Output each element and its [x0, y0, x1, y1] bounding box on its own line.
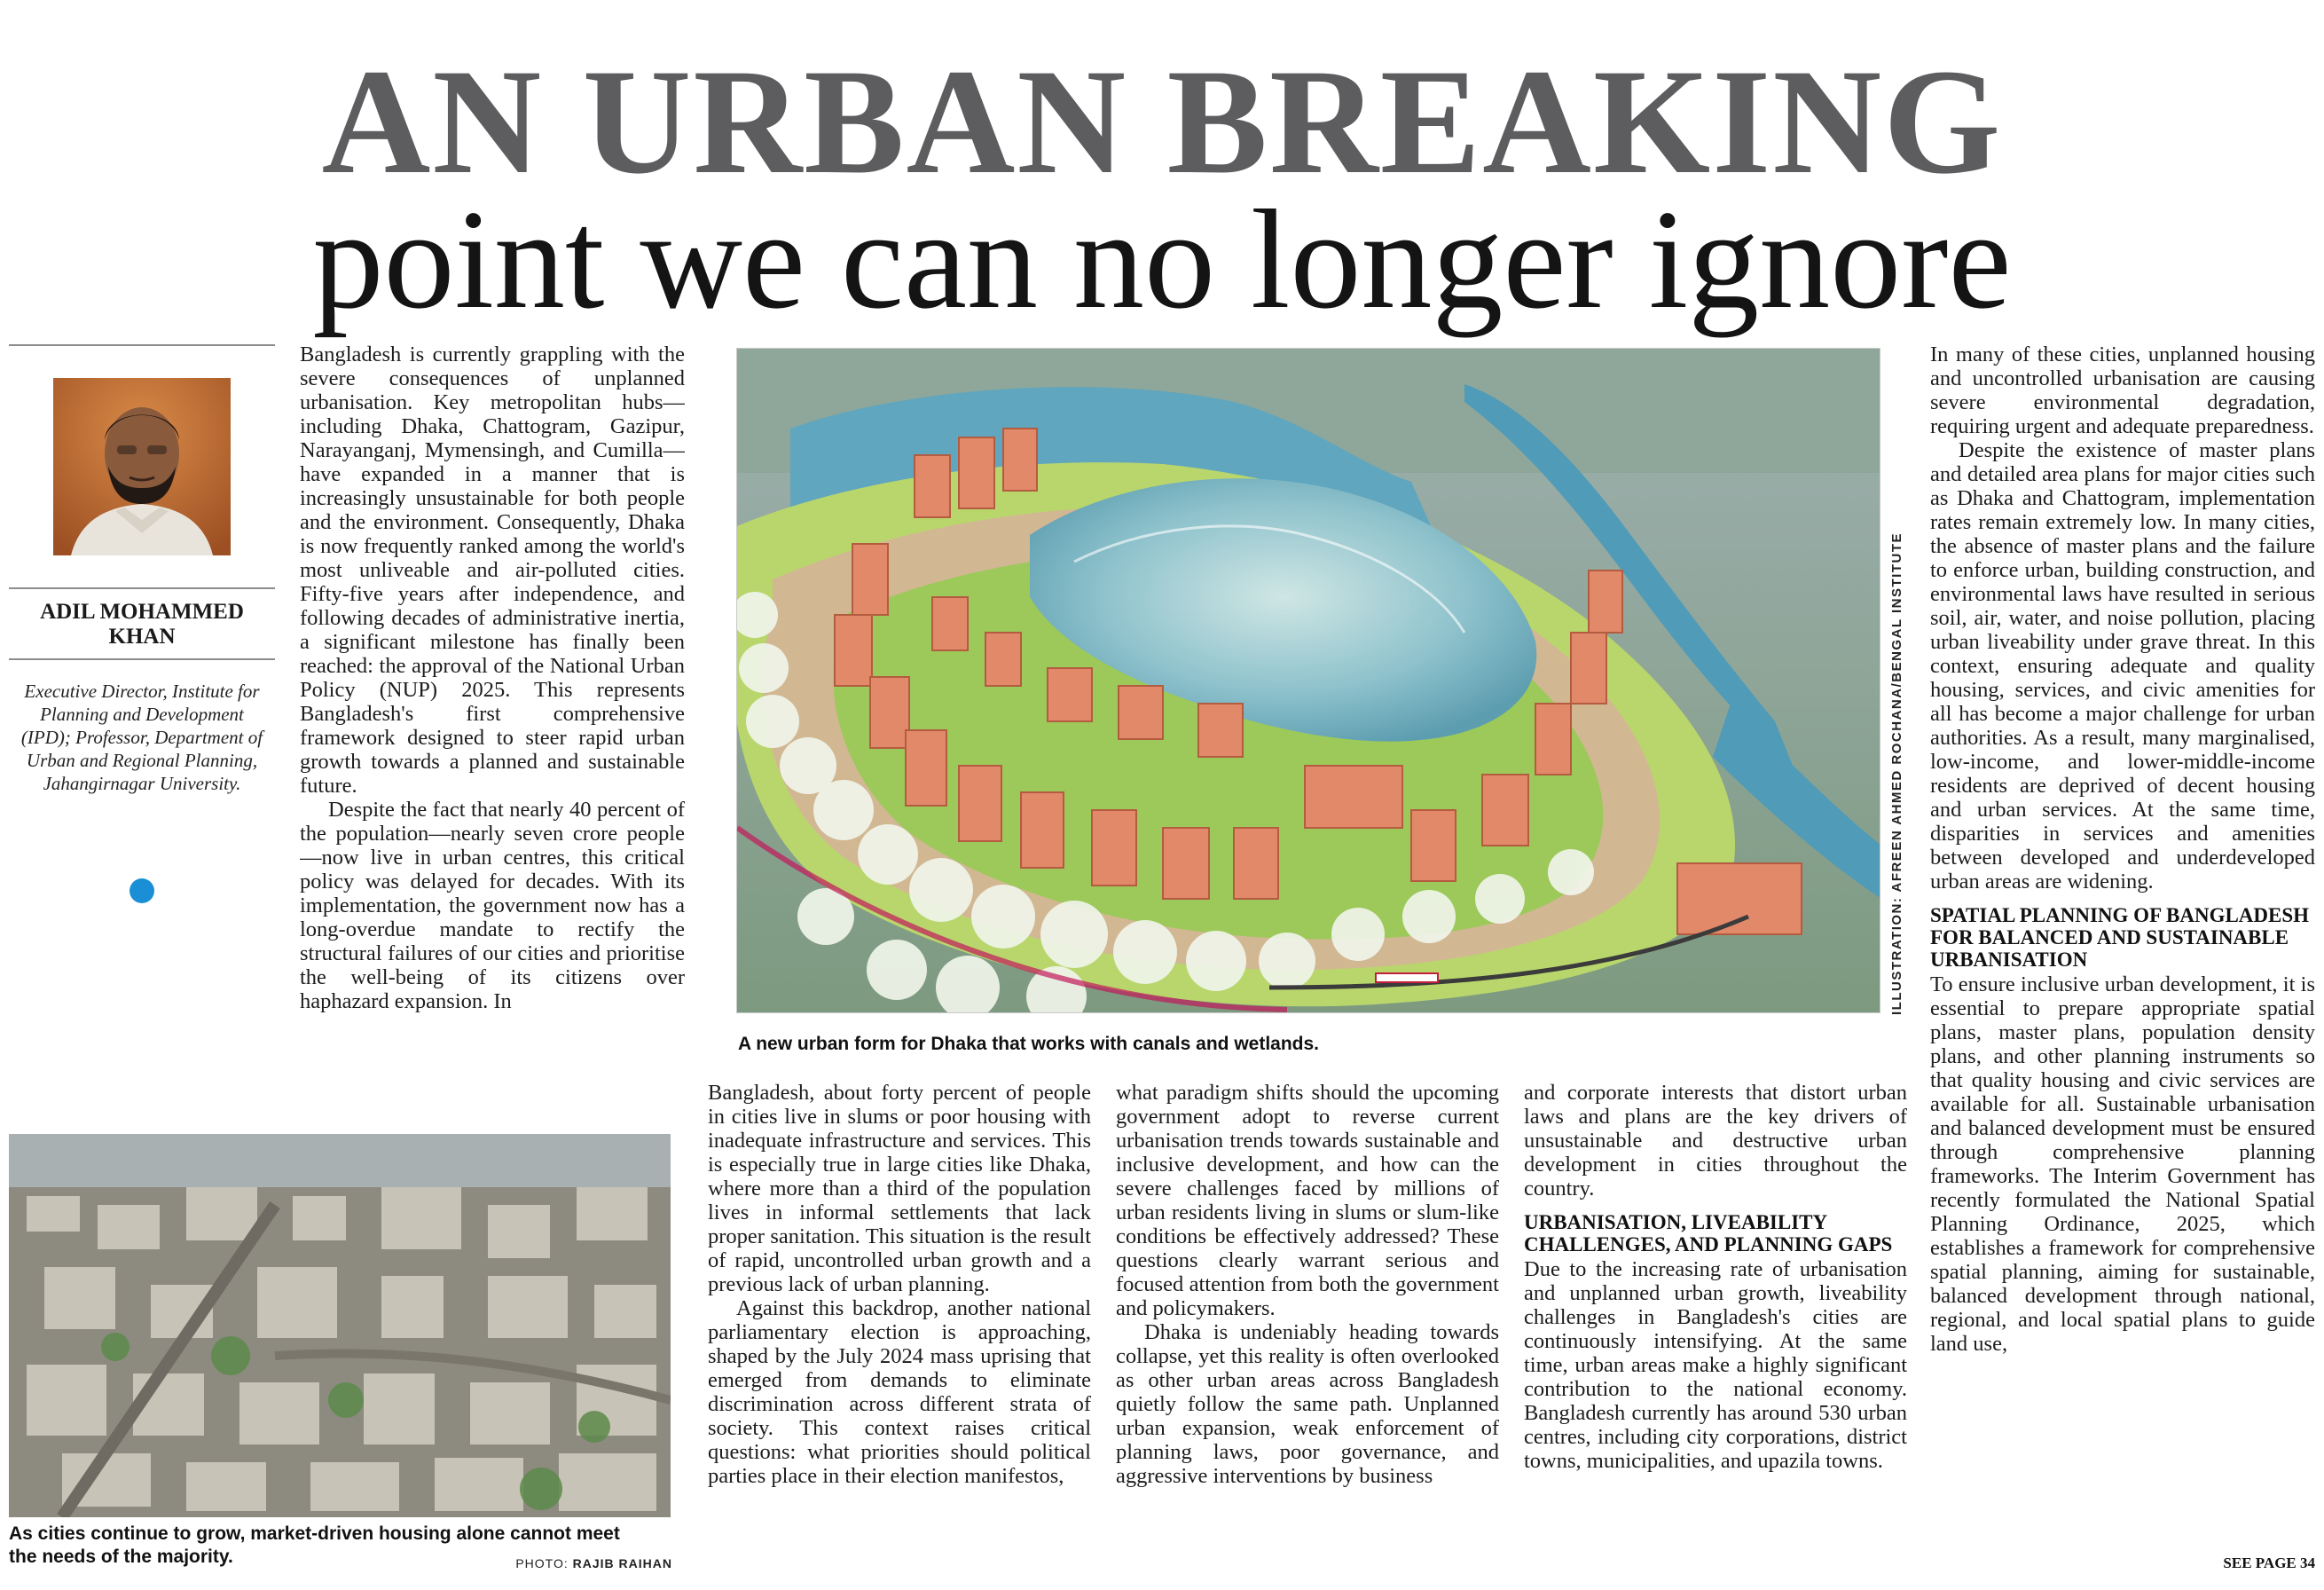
aerial-city-photo: [9, 1134, 671, 1517]
subheading: SPATIAL PLANNING OF BANGLADESH FOR BALANCED AND SUSTAINABLE URBANISATION: [1930, 904, 2310, 971]
illustration-caption: A new urban form for Dhaka that works with canals and wetlands.: [738, 1034, 1320, 1054]
illustration-credit: ILLUSTRATION: AFREEN AHMED ROCHANA/BENGAL INSTITUTE: [1889, 532, 1904, 1015]
body-column-5: [1930, 342, 2315, 1555]
see-page-jump: SEE PAGE 34: [2223, 1555, 2315, 1571]
body-paragraph: Due to the increasing rate of urbanisation and unplanned urban growth, liveability challenges in Bangladesh's cities are continuously intensifying. At the same time, urban areas make a highly significant contribution to the national economy. Bangladesh currently has around 530 urban centres, including city corporations, district towns, municipalities, and upazila towns.: [1524, 1257, 1907, 1473]
author-portrait: [53, 378, 231, 555]
subheading: URBANISATION, LIVEABILITY CHALLENGES, AND PLANNING GAPS: [1524, 1211, 1893, 1255]
byline-top-rule: [9, 587, 275, 589]
body-paragraph: Bangladesh, about forty percent of people in cities live in slums or poor housing with inadequate infrastructure and services. This is especially true in large cities like Dhaka, where more than a third of the population lives in informal settlements that lack proper sanitation. This situation is the result of rapid, uncontrolled urban growth and a previous lack of urban planning.: [708, 1081, 1091, 1296]
body-column-4: [1524, 1081, 1907, 1579]
body-paragraph: In many of these cities, unplanned housing and uncontrolled urbanisation are causing severe environmental degradation, requiring urgent and adequate preparedness.: [1930, 342, 2315, 438]
headline-line-2: point we can no longer ignore: [312, 180, 2012, 338]
photo-caption: As cities continue to grow, market-driven housing alone cannot meet the needs of the majority.: [9, 1523, 620, 1567]
headline-line-1: AN URBAN BREAKING: [321, 38, 2003, 205]
photo-credit-label: PHOTO:: [515, 1556, 569, 1570]
author-bio: Executive Director, Institute for Planning and Development (IPD); Professor, Department of Urban and Regional Planning, Jahangirnagar University.: [20, 681, 263, 794]
photo-credit-name: RAJIB RAIHAN: [572, 1556, 672, 1570]
body-column-1: [300, 342, 685, 1113]
photo-credit: [477, 1556, 672, 1570]
body-column-2: [708, 1081, 1091, 1579]
author-name: ADIL MOHAMMED KHAN: [40, 600, 244, 649]
body-column-3: [1116, 1081, 1499, 1579]
body-paragraph: To ensure inclusive urban development, it is essential to prepare appropriate spatial plans, master plans, population density plans, and other planning instruments so that quality housing and civic services are available for all. Sustainable urbanisation and balanced development must be ensured through comprehensive planning frameworks. The Interim Government has recently formulated the National Spatial Planning Ordinance, 2025, which establishes a framework for comprehensive spatial planning, aiming for sustainable, balanced development through national, regional, and local spatial plans to guide land use,: [1930, 972, 2315, 1356]
body-paragraph: Dhaka is undeniably heading towards collapse, yet this reality is often overlooked as other urban areas across Bangladesh quietly follow the same path. Unplanned urban expansion, weak enforcement of planning laws, poor governance, and aggressive interventions by business: [1116, 1320, 1499, 1488]
body-paragraph: Against this backdrop, another national parliamentary election is approaching, shaped by the July 2024 mass uprising that emerged from demands to eliminate discrimination across different strata of society. This context raises critical questions: what priorities should political parties place in their election manifestos,: [708, 1296, 1091, 1488]
body-paragraph: what paradigm shifts should the upcoming government adopt to reverse current urbanisation trends towards sustainable and inclusive development, and how can the severe challenges faced by millions of urban residents living in slums or slum-like conditions be effectively addressed? These questions clearly warrant serious and focused attention from both the government and policymakers.: [1116, 1081, 1499, 1320]
accent-dot: [130, 878, 154, 903]
author-top-rule: [9, 344, 275, 346]
body-paragraph: Despite the existence of master plans and detailed area plans for major cities such as Dhaka and Chattogram, implementation rates remain extremely low. In many cities, the absence of master plans and the failure to enforce urban, building construction, and environmental laws have resulted in serious soil, air, water, and noise pollution, placing urban liveability under grave threat. In this context, ensuring adequate and quality housing, services, and civic amenities for all has become a major challenge for urban authorities. As a result, many marginalised, low-income, and lower-middle-income residents are deprived of decent housing and urban services. At the same time, disparities in services and amenities between developed and underdeveloped urban areas are widening.: [1930, 438, 2315, 893]
body-paragraph: Despite the fact that nearly 40 percent of the population—nearly seven crore people—now live in urban centres, this critical policy was delayed for decades. With its implementation, the government now has a long-overdue mandate to rectify the structural failures of our cities and prioritise the well-being of its citizens over haphazard expansion. In: [300, 798, 685, 1013]
body-paragraph: Bangladesh is currently grappling with the severe consequences of unplanned urbanisation. Key metropolitan hubs—including Dhaka, Chattogram, Gazipur, Narayanganj, Mymensingh, and Cumilla—have expanded in a manner that is increasingly unsustainable for both people and the environment. Consequently, Dhaka is now frequently ranked among the world's most unliveable and air-polluted cities. Fifty-five years after independence, and following decades of administrative inertia, a significant milestone has finally been reached: the approval of the National Urban Policy (NUP) 2025. This represents Bangladesh's first comprehensive framework designed to steer rapid urban growth towards a planned and sustainable future.: [300, 342, 685, 798]
byline-bottom-rule: [9, 658, 275, 660]
body-paragraph: and corporate interests that distort urban laws and plans are the key drivers of unsustainable and destructive urban development in cities throughout the country.: [1524, 1081, 1907, 1200]
illustration-image: [736, 348, 1880, 1013]
